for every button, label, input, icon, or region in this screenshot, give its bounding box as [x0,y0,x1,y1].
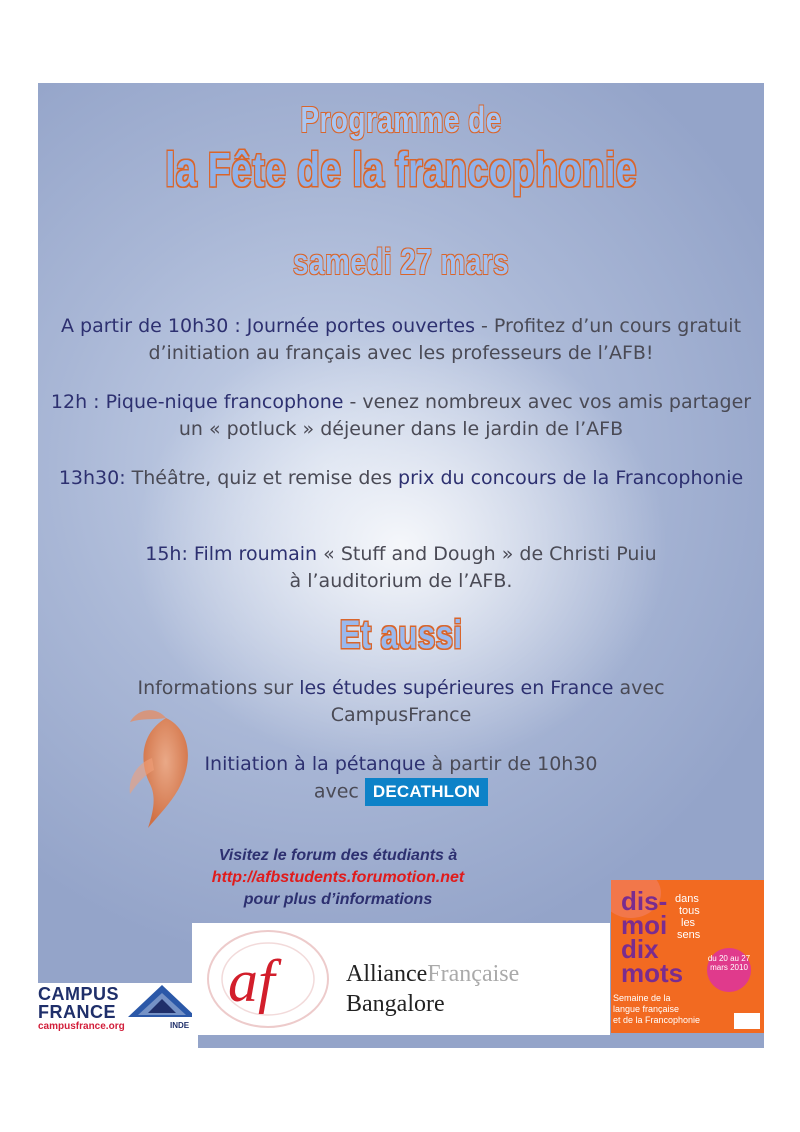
dismoi-sens: sens [677,929,701,941]
campus-line1: CAMPUS [38,984,120,1004]
campus-line2: FRANCE [38,1002,116,1022]
petanque-text: à partir de 10h30 [425,753,598,775]
campus-triangle-icon [126,983,198,1019]
campus-france-logo [38,983,198,1048]
alliance-francaise-banner [192,923,610,1035]
campus-inde: INDE [170,1021,190,1030]
af-mark: af [228,948,275,1014]
campus-france-wordmark [38,985,119,1021]
dismoi-dis: dis- [621,886,668,916]
forum-link[interactable]: http://afbstudents.forumotion.net [211,869,465,886]
poster [38,83,764,1048]
event-open-day-text: - Profitez d’un cours gratuit d’initiation au français avec les professeurs de l’AFB! [148,315,742,364]
event-theatre-prize: prix du concours de la Francophonie [398,467,744,489]
event-theatre [38,465,764,492]
alliance-francaise-logo-icon [202,927,334,1031]
event-theatre-text: Théâtre, quiz et remise des [125,467,399,489]
title-main: la Fête de la francophonie [165,144,637,197]
event-film-venue: à l’auditorium de l’AFB. [289,570,513,592]
petanque-avec: avec [313,780,359,803]
event-film-text: « Stuff and Dough » de Christi Puiu [317,543,657,565]
petanque-heading: Initiation à la pétanque [204,753,426,775]
event-picnic [38,389,764,443]
forum-line1: Visitez le forum des étudiants à [218,847,458,864]
campus-url: campusfrance.org [38,1021,125,1032]
info-studies-post: avec [613,677,665,699]
dismoi-dans: dans [675,893,699,905]
title-line1: Programme de [300,99,502,140]
forum-line3: pour plus d’informations [243,891,433,908]
event-picnic-text: - venez nombreux avec vos amis partager un « potluck » déjeuner dans le jardin de l’AFB [178,391,752,440]
af-name-francaise: Française [427,961,520,987]
af-name [346,961,519,988]
af-city: Bangalore [346,991,445,1017]
event-date: samedi 27 mars [292,241,510,282]
event-film [38,541,764,595]
event-picnic-heading: 12h : Pique-nique francophone [50,391,344,413]
dismoi-footer2: langue française [613,1004,680,1014]
dismoi-dix: dix [621,934,659,964]
info-studies-campusfrance: CampusFrance [330,704,472,726]
dismoi-date-badge: du 20 au 27 mars 2010 [707,948,751,992]
dismoi-tous: tous [679,905,700,917]
republique-francaise-logo [734,1013,760,1029]
decathlon-logo: DECATHLON [365,778,488,806]
dismoi-moi: moi [621,910,668,940]
af-name-alliance: Alliance [346,961,428,987]
koi-fish-image [108,698,218,838]
dismoi-footer3: et de la Francophonie [613,1015,701,1025]
aussi-heading: Et aussi [339,613,463,657]
dis-moi-dix-mots-poster [611,880,764,1033]
event-open-day-heading: A partir de 10h30 : Journée portes ouvertes [60,315,475,337]
info-studies-pre: Informations sur [137,677,300,699]
event-open-day [38,313,764,367]
dismoi-les: les [681,917,696,929]
event-film-heading: 15h: Film roumain [145,543,318,565]
forum-invite [38,845,638,911]
info-studies-bold: les études supérieures en France [299,677,614,699]
dismoi-footer1: Semaine de la [613,993,671,1003]
dismoi-mots: mots [621,958,684,988]
event-theatre-time: 13h30: [58,467,126,489]
